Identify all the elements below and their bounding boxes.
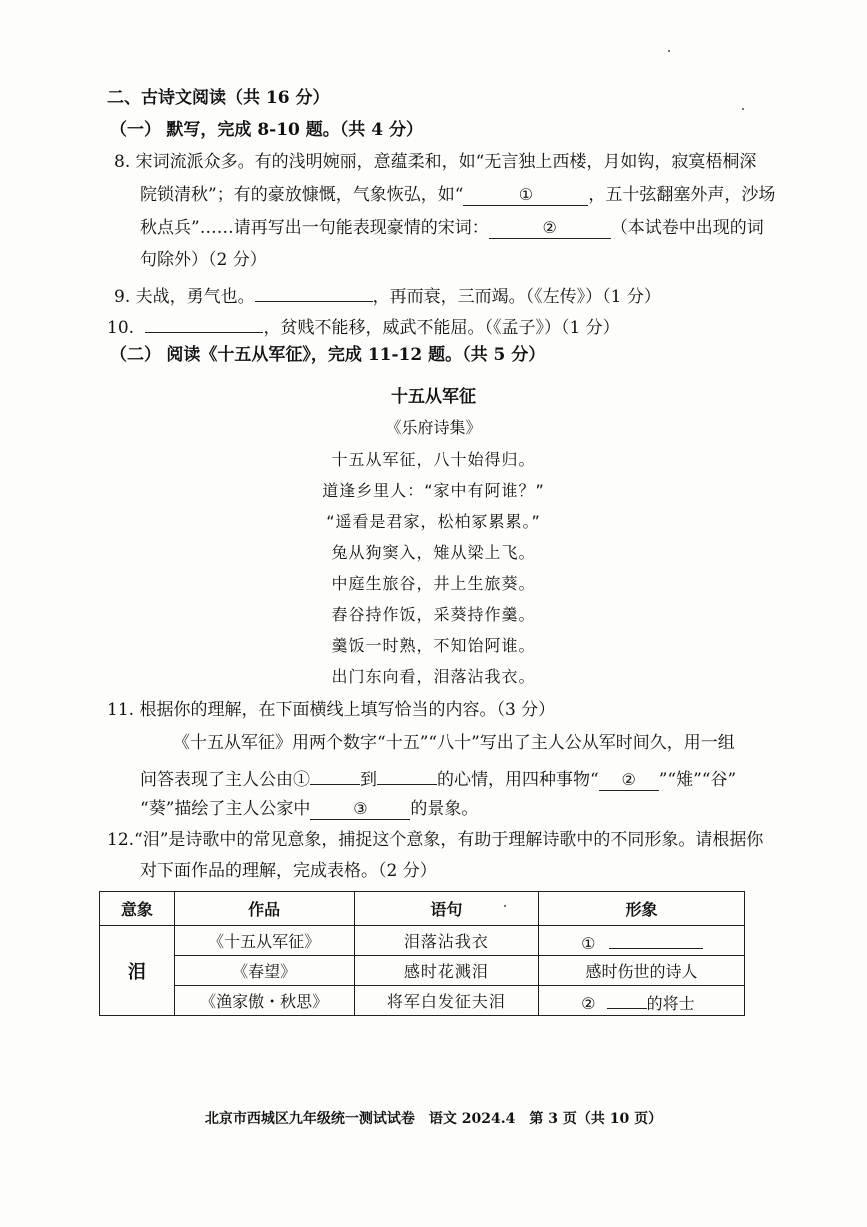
q11-prompt: 11. 根据你的理解，在下面横线上填写恰当的内容。（3 分） bbox=[107, 700, 556, 720]
part2-text: 阅读《十五从军征》，完成 11-12 题。（共 5 分） bbox=[166, 345, 546, 365]
header-line: 语句 bbox=[354, 892, 539, 926]
q8-line2: 院锁清秋”；有的豪放慷慨，气象恢弘，如“ ① ，五十弦翻塞外声，沙场 bbox=[140, 185, 776, 205]
poem-line: 道逢乡里人：“家中有阿谁？” bbox=[322, 481, 545, 500]
q10-line: 10. ，贫贱不能移，威武不能屈。（《孟子》）（1 分） bbox=[107, 312, 620, 340]
part1-heading bbox=[110, 118, 423, 142]
q9-number: 9. bbox=[114, 287, 131, 307]
line-cell: 感时花溅泪 bbox=[354, 956, 539, 986]
q8-blank-2[interactable]: ② bbox=[489, 218, 611, 239]
q11-line1: 《十五从军征》用两个数字“十五”“八十”写出了主人公从军时间久，用一组 bbox=[173, 733, 735, 753]
q8-number: 8. bbox=[114, 152, 131, 172]
poem-line: 舂谷持作饭，采葵持作羹。 bbox=[331, 605, 536, 624]
header-work: 作品 bbox=[174, 892, 354, 926]
q12-line1: 12.“泪”是诗歌中的常见意象，捕捉这个意象，有助于理解诗歌中的不同形象。请根据你 bbox=[107, 830, 764, 850]
work-cell: 《春望》 bbox=[174, 956, 354, 986]
section-title: 二、古诗文阅读（共 16 分） bbox=[107, 88, 330, 108]
q8-blank-1[interactable]: ① bbox=[463, 185, 588, 206]
part1-label: （一） bbox=[110, 120, 161, 140]
q11-line3: “葵”描绘了主人公家中 ③ 的景象。 bbox=[140, 799, 479, 819]
q11-blank-2[interactable]: ② bbox=[599, 770, 659, 791]
q8-line3: 秋点兵”……请再写出一句能表现豪情的宋词： ② （本试卷中出现的词 bbox=[140, 218, 764, 238]
table-row bbox=[100, 956, 745, 986]
q8-line1: 8. 宋词流派众多。有的浅明婉丽，意蕴柔和，如“无言独上西楼，月如钩，寂寞梧桐深 bbox=[114, 152, 757, 172]
line-cell: 将军白发征夫泪 bbox=[354, 986, 539, 1016]
table-row bbox=[100, 926, 745, 956]
figure-cell: ② 的将士 bbox=[539, 986, 745, 1016]
figure-mark: ① bbox=[581, 934, 596, 953]
work-cell: 《渔家傲・秋思》 bbox=[174, 986, 354, 1016]
scan-speck bbox=[742, 108, 744, 110]
figure-blank-1[interactable] bbox=[609, 928, 703, 949]
q10-number: 10. bbox=[107, 318, 135, 338]
q11-number: 11. bbox=[107, 700, 135, 720]
poem-line: 羹饭一时熟，不知饴阿谁。 bbox=[331, 636, 536, 655]
poem-line: 出门东向看，泪落沾我衣。 bbox=[331, 667, 536, 686]
poem-line: 十五从军征，八十始得归。 bbox=[331, 450, 536, 469]
work-cell: 《十五从军征》 bbox=[174, 926, 354, 956]
q8-line4: 句除外）（2 分） bbox=[140, 250, 267, 270]
part1-text: 默写，完成 8-10 题。（共 4 分） bbox=[166, 120, 423, 140]
part2-heading bbox=[110, 343, 545, 367]
scan-speck bbox=[668, 50, 670, 52]
answer-table bbox=[99, 891, 745, 1016]
figure-blank-2[interactable] bbox=[607, 988, 647, 1009]
q12-line2: 对下面作品的理解，完成表格。（2 分） bbox=[140, 861, 437, 881]
poem-title: 十五从军征 bbox=[391, 387, 476, 407]
q11-blank-1b[interactable] bbox=[377, 764, 437, 785]
header-figure: 形象 bbox=[539, 892, 745, 926]
poem-line: 中庭生旅谷，井上生旅葵。 bbox=[331, 574, 536, 593]
q12-number: 12. bbox=[107, 830, 135, 850]
q9-blank[interactable] bbox=[255, 281, 373, 302]
figure-mark: ② bbox=[581, 993, 596, 1013]
image-cell: 泪 bbox=[100, 926, 175, 1016]
figure-cell: 感时伤世的诗人 bbox=[539, 956, 745, 986]
q11-blank-3[interactable]: ③ bbox=[310, 799, 410, 820]
page-footer: 北京市西城区九年级统一测试试卷 语文 2024.4 第 3 页（共 10 页） bbox=[204, 1111, 663, 1127]
header-image: 意象 bbox=[100, 892, 175, 926]
table-row bbox=[100, 986, 745, 1016]
part2-label: （二） bbox=[110, 345, 161, 365]
q11-line2: 问答表现了主人公由① 到 的心情，用四种事物“ ② ”“雉”“谷” bbox=[140, 764, 736, 792]
poem-line: “遥看是君家，松柏冢累累。” bbox=[326, 512, 541, 531]
table-header-row bbox=[100, 892, 745, 926]
q11-blank-1a[interactable] bbox=[310, 764, 360, 785]
figure-cell bbox=[539, 926, 745, 956]
poem-line: 兔从狗窦入，雉从梁上飞。 bbox=[331, 543, 536, 562]
line-cell: 泪落沾我衣 bbox=[354, 926, 539, 956]
q9-line: 9. 夫战，勇气也。 ，再而衰，三而竭。（《左传》）（1 分） bbox=[114, 281, 661, 309]
q10-blank[interactable] bbox=[145, 312, 263, 333]
poem-source: 《乐府诗集》 bbox=[385, 418, 482, 437]
